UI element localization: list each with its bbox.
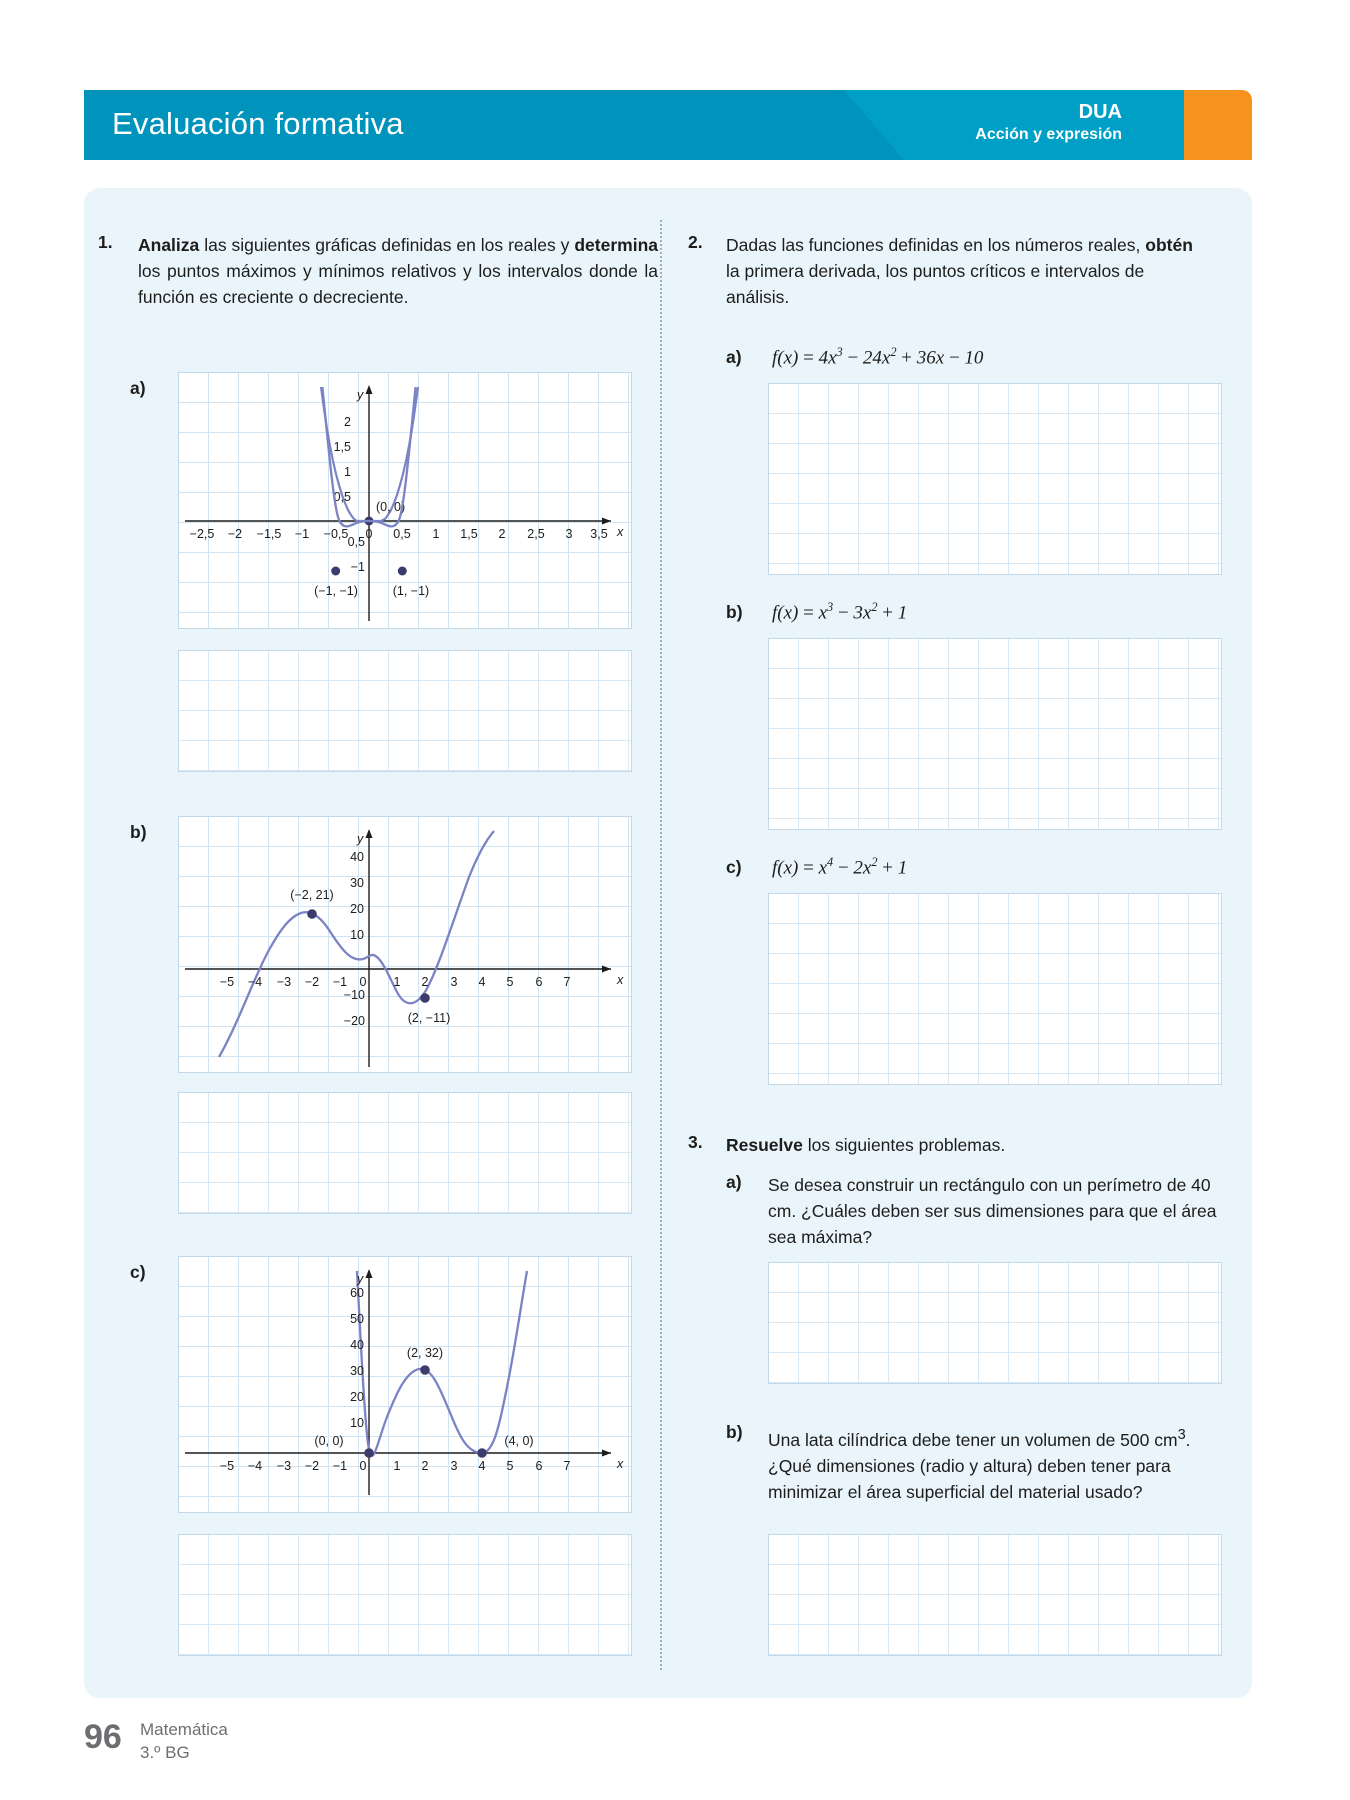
svg-text:−5: −5 bbox=[219, 975, 235, 989]
svg-text:40: 40 bbox=[350, 1338, 364, 1352]
svg-text:50: 50 bbox=[350, 1312, 364, 1326]
svg-text:x: x bbox=[617, 525, 624, 539]
svg-text:3: 3 bbox=[450, 1459, 458, 1473]
svg-text:y: y bbox=[357, 832, 364, 846]
svg-text:3: 3 bbox=[565, 527, 573, 541]
svg-text:6: 6 bbox=[535, 1459, 543, 1473]
svg-text:4: 4 bbox=[478, 1459, 486, 1473]
svg-text:−1: −1 bbox=[332, 975, 348, 989]
question-2b-letter: b) bbox=[726, 602, 743, 622]
svg-text:(−2, 21): (−2, 21) bbox=[290, 888, 334, 902]
svg-text:−4: −4 bbox=[247, 975, 263, 989]
page-header-banner bbox=[84, 90, 1252, 160]
svg-text:30: 30 bbox=[350, 1364, 364, 1378]
svg-text:(2, −11): (2, −11) bbox=[407, 1011, 451, 1025]
question-1b-letter: b) bbox=[130, 822, 147, 842]
svg-text:−2: −2 bbox=[304, 1459, 320, 1473]
svg-text:5: 5 bbox=[506, 1459, 514, 1473]
svg-text:10: 10 bbox=[350, 1416, 364, 1430]
graph-1a bbox=[178, 372, 632, 629]
svg-text:−1,5: −1,5 bbox=[256, 527, 282, 541]
svg-text:2: 2 bbox=[344, 415, 351, 429]
svg-text:y: y bbox=[357, 388, 364, 402]
svg-text:40: 40 bbox=[350, 850, 364, 864]
question-3-number: 3. bbox=[688, 1132, 703, 1152]
page-title: Evaluación formativa bbox=[112, 106, 404, 141]
question-3-text: Resuelve los siguientes problemas. bbox=[726, 1135, 1006, 1155]
svg-text:1: 1 bbox=[432, 527, 440, 541]
answer-box-2b[interactable] bbox=[768, 638, 1222, 830]
svg-text:−3: −3 bbox=[276, 975, 292, 989]
svg-text:−1: −1 bbox=[294, 527, 310, 541]
question-2c-letter: c) bbox=[726, 857, 742, 877]
svg-text:−1: −1 bbox=[350, 560, 365, 574]
answer-box-3b[interactable] bbox=[768, 1534, 1222, 1656]
graph-1a-svg bbox=[179, 373, 631, 628]
question-2b-formula: $f(x) = x^3 - 3x^2 + 1$ bbox=[772, 600, 908, 624]
svg-text:−1: −1 bbox=[332, 1459, 348, 1473]
question-3b-text: Una lata cilíndrica debe tener un volumen de 500 $cm^3$. ¿Qué dimensiones (radio y altura) deben tener para minimizar el área superficial del material usado? bbox=[768, 1427, 1191, 1502]
question-2c-formula: $f(x) = x^4 - 2x^2 + 1$ bbox=[772, 855, 908, 879]
column-divider bbox=[660, 220, 662, 1670]
question-2-text: Dadas las funciones definidas en los números reales, obtén la primera derivada, los puntos críticos e intervalos de análisis. bbox=[726, 235, 1193, 307]
svg-text:1,5: 1,5 bbox=[460, 527, 478, 541]
svg-text:4: 4 bbox=[478, 975, 486, 989]
svg-text:(4, 0): (4, 0) bbox=[504, 1434, 534, 1448]
svg-text:1: 1 bbox=[393, 1459, 401, 1473]
svg-text:−0,5: −0,5 bbox=[323, 527, 349, 541]
dua-badge bbox=[975, 100, 1122, 146]
svg-text:7: 7 bbox=[563, 1459, 571, 1473]
svg-text:y: y bbox=[357, 1272, 364, 1286]
svg-text:(2, 32): (2, 32) bbox=[406, 1346, 444, 1360]
question-3b-letter: b) bbox=[726, 1422, 743, 1442]
svg-text:−2: −2 bbox=[304, 975, 320, 989]
svg-text:3,5: 3,5 bbox=[590, 527, 608, 541]
svg-text:7: 7 bbox=[563, 975, 571, 989]
svg-text:(−1, −1): (−1, −1) bbox=[314, 584, 358, 598]
graph-1c-svg bbox=[179, 1257, 631, 1512]
svg-text:2: 2 bbox=[421, 975, 429, 989]
svg-text:2: 2 bbox=[421, 1459, 429, 1473]
graph-1b bbox=[178, 816, 632, 1073]
answer-box-3a[interactable] bbox=[768, 1262, 1222, 1384]
question-1c-letter: c) bbox=[130, 1262, 146, 1282]
svg-text:30: 30 bbox=[350, 876, 364, 890]
svg-text:0,5: 0,5 bbox=[393, 527, 411, 541]
answer-box-2c[interactable] bbox=[768, 893, 1222, 1085]
graph-1b-svg bbox=[179, 817, 631, 1072]
svg-text:x: x bbox=[617, 1457, 624, 1471]
footer-subject bbox=[140, 1718, 228, 1764]
svg-text:20: 20 bbox=[350, 1390, 364, 1404]
answer-box-2a[interactable] bbox=[768, 383, 1222, 575]
question-1-text: Analiza las siguientes gráficas definidas en los reales y determina los puntos máximos y mínimos relativos y los intervalos donde la función es creciente o decreciente. bbox=[138, 235, 658, 307]
svg-text:5: 5 bbox=[506, 975, 514, 989]
answer-box-1a[interactable] bbox=[178, 650, 632, 772]
svg-text:1: 1 bbox=[344, 465, 351, 479]
question-3a-text: Se desea construir un rectángulo con un perímetro de 40 cm. ¿Cuáles deben ser sus dimensiones para que el área sea máxima? bbox=[768, 1175, 1217, 1247]
svg-text:0: 0 bbox=[359, 975, 367, 989]
svg-text:3: 3 bbox=[450, 975, 458, 989]
svg-text:20: 20 bbox=[350, 902, 364, 916]
question-2a-formula: $f(x) = 4x^3 - 24x^2 + 36x - 10$ bbox=[772, 345, 984, 369]
answer-box-1c[interactable] bbox=[178, 1534, 632, 1656]
svg-text:1: 1 bbox=[393, 975, 401, 989]
svg-text:0: 0 bbox=[365, 527, 373, 541]
footer-subject-name: Matemática bbox=[140, 1720, 228, 1739]
svg-text:−3: −3 bbox=[276, 1459, 292, 1473]
svg-text:0,5: 0,5 bbox=[347, 535, 365, 549]
question-1a-letter: a) bbox=[130, 378, 146, 398]
svg-text:−4: −4 bbox=[247, 1459, 263, 1473]
svg-text:(0, 0): (0, 0) bbox=[314, 1434, 344, 1448]
svg-text:−20: −20 bbox=[343, 1014, 365, 1028]
svg-text:2: 2 bbox=[498, 527, 506, 541]
question-2a-letter: a) bbox=[726, 347, 742, 367]
page-number: 96 bbox=[84, 1718, 122, 1756]
answer-box-1b[interactable] bbox=[178, 1092, 632, 1214]
svg-text:0,5: 0,5 bbox=[333, 490, 351, 504]
svg-text:−5: −5 bbox=[219, 1459, 235, 1473]
svg-text:1,5: 1,5 bbox=[333, 440, 351, 454]
dua-subtitle: Acción y expresión bbox=[975, 126, 1122, 143]
svg-text:−2: −2 bbox=[227, 527, 243, 541]
svg-text:−2,5: −2,5 bbox=[189, 527, 215, 541]
svg-text:x: x bbox=[617, 973, 624, 987]
question-2-number: 2. bbox=[688, 232, 703, 252]
svg-text:0: 0 bbox=[359, 1459, 367, 1473]
svg-text:(1, −1): (1, −1) bbox=[392, 584, 430, 598]
graph-1c bbox=[178, 1256, 632, 1513]
svg-text:6: 6 bbox=[535, 975, 543, 989]
svg-text:(0, 0): (0, 0) bbox=[376, 500, 406, 514]
svg-text:−10: −10 bbox=[343, 988, 365, 1002]
svg-text:60: 60 bbox=[350, 1286, 364, 1300]
svg-text:10: 10 bbox=[350, 928, 364, 942]
question-1-number: 1. bbox=[98, 232, 113, 252]
dua-title: DUA bbox=[1078, 101, 1122, 123]
svg-text:2,5: 2,5 bbox=[527, 527, 545, 541]
question-3a-letter: a) bbox=[726, 1172, 742, 1192]
footer-level: 3.º BG bbox=[140, 1743, 190, 1762]
